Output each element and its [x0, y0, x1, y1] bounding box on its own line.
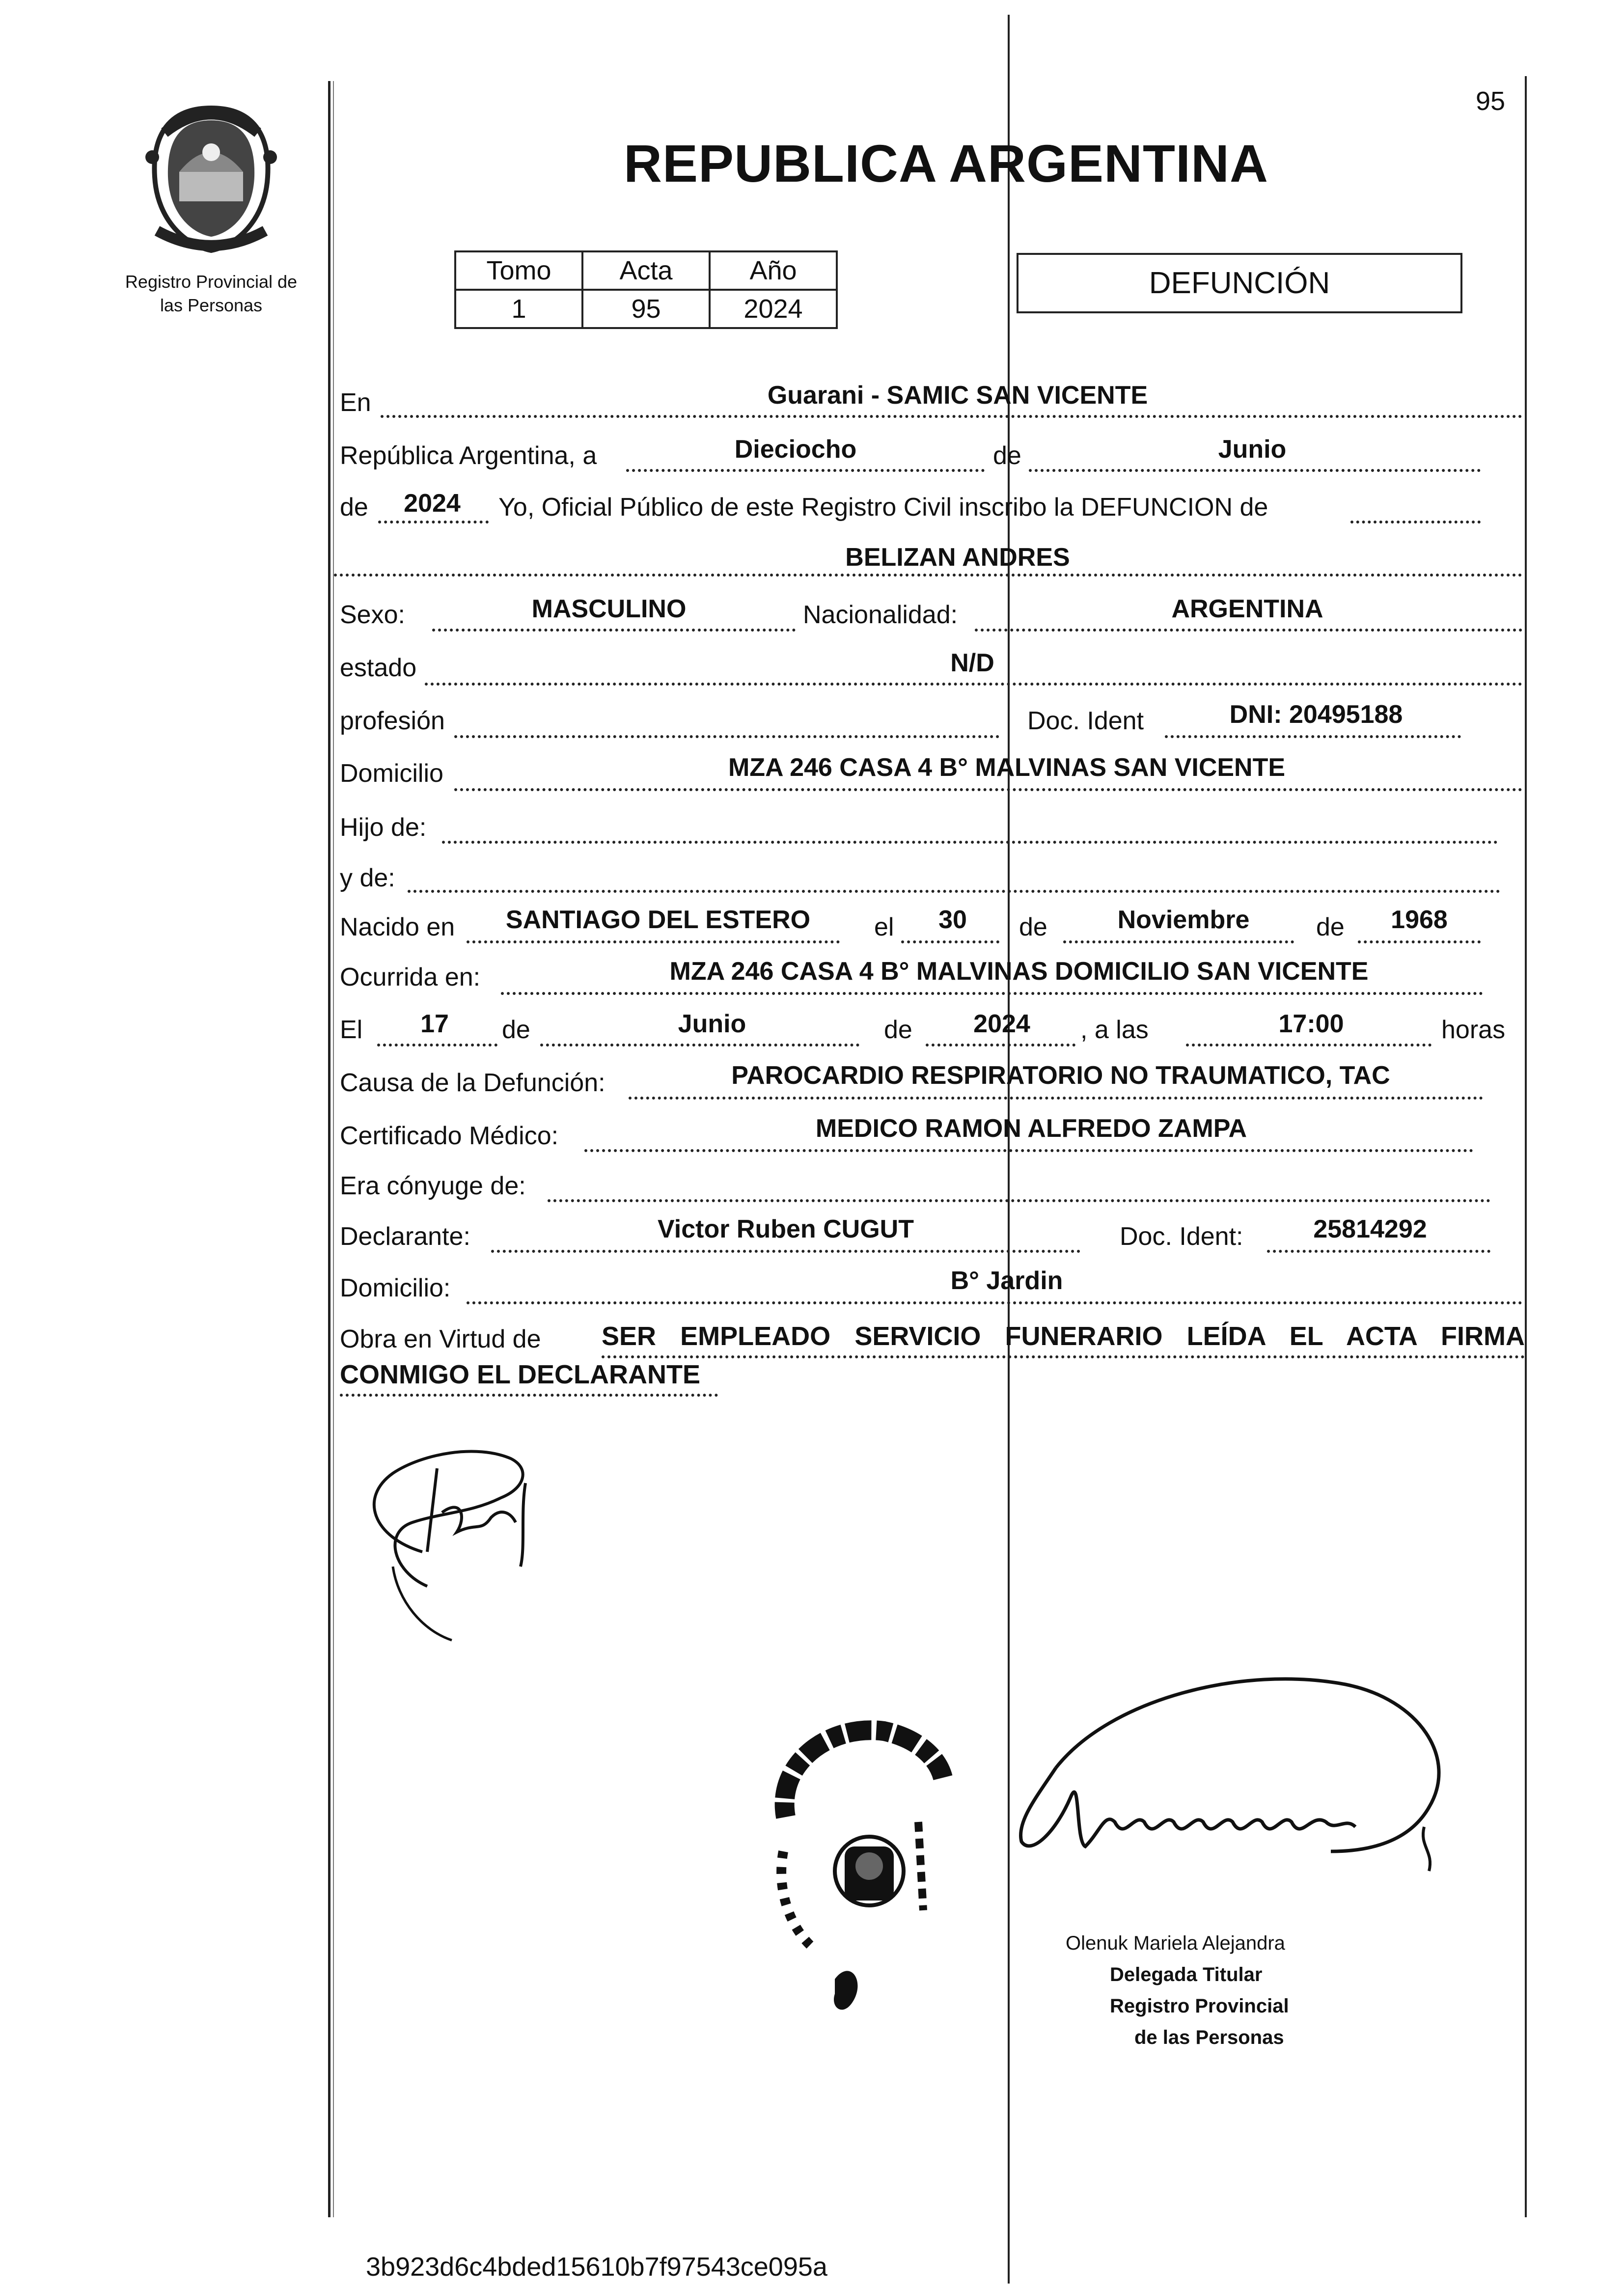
yde-label: y de: [340, 864, 395, 892]
hora-dots [1186, 1044, 1431, 1047]
def-dia-dots [377, 1044, 497, 1047]
registry-name [106, 270, 317, 317]
document-hash: 3b923d6c4bded15610b7f97543ce095a [366, 2252, 827, 2282]
dia-value: Dieciocho [734, 435, 857, 464]
causa-label: Causa de la Defunción: [340, 1069, 606, 1097]
record-type-box: DEFUNCIÓN [1017, 253, 1462, 313]
nac-mes-dots [1063, 940, 1294, 943]
right-margin-line [1525, 76, 1527, 2217]
certificado-value: MEDICO RAMON ALFREDO ZAMPA [815, 1114, 1247, 1143]
nac-de1-label: de [1019, 913, 1047, 941]
yde-dots [408, 890, 1500, 893]
registry-line-2: las Personas [160, 295, 263, 315]
sexo-label: Sexo: [340, 601, 405, 629]
obra-value-line-1: SER EMPLEADO SERVICIO FUNERARIO LEÍDA EL ACTA FIRMA [602, 1322, 1525, 1351]
anio-dots [378, 521, 489, 523]
document-title: REPUBLICA ARGENTINA [624, 134, 1268, 193]
declarante-value: Victor Ruben CUGUT [658, 1215, 914, 1243]
obra-dots-1 [602, 1355, 1525, 1358]
declarante-dots [491, 1250, 1080, 1253]
nac-dia-value: 30 [938, 906, 967, 934]
en-dots [381, 415, 1522, 418]
def-mes-dots [540, 1044, 859, 1047]
official-signature [987, 1635, 1454, 1955]
de2-label: de [340, 493, 368, 522]
acta-table-cell: 2024 [710, 290, 837, 328]
def-de1-label: de [502, 1016, 530, 1044]
decl-doc-value: 25814292 [1313, 1215, 1427, 1243]
decl-domicilio-value: B° Jardin [950, 1267, 1063, 1295]
certificado-label: Certificado Médico: [340, 1122, 559, 1150]
estado-value: N/D [950, 649, 994, 677]
acta-table-cell: 95 [582, 290, 710, 328]
official-stamp [756, 1704, 977, 2023]
obra-dots-2 [340, 1394, 718, 1397]
causa-value: PAROCARDIO RESPIRATORIO NO TRAUMATICO, TAC [731, 1061, 1390, 1090]
decl-domicilio-label: Domicilio: [340, 1274, 451, 1302]
acta-table-cell: 1 [455, 290, 582, 328]
official-name: Olenuk Mariela Alejandra [1066, 1932, 1285, 1954]
nacionalidad-value: ARGENTINA [1171, 595, 1323, 623]
def-anio-value: 2024 [973, 1010, 1030, 1038]
domicilio-label: Domicilio [340, 759, 443, 788]
def-mes-value: Junio [678, 1010, 746, 1038]
nac-anio-dots [1358, 940, 1481, 943]
page-number: 95 [1476, 86, 1506, 116]
republica-label: República Argentina, a [340, 441, 597, 470]
mes-value: Junio [1218, 435, 1287, 464]
acta-table-header: Acta [582, 251, 710, 290]
nacido-dots [467, 940, 840, 943]
nombre-dots [334, 574, 1522, 577]
acta-table-header: Tomo [455, 251, 582, 290]
nacido-value: SANTIAGO DEL ESTERO [505, 906, 811, 934]
en-value: Guarani - SAMIC SAN VICENTE [767, 381, 1148, 410]
nac-mes-value: Noviembre [1117, 906, 1250, 934]
hijo-dots [442, 841, 1498, 844]
obra-value-line-2: CONMIGO EL DECLARANTE [340, 1360, 701, 1389]
sexo-dots [432, 629, 796, 632]
left-margin-line [328, 81, 330, 2217]
oficial-dots [1350, 521, 1481, 523]
estado-dots [425, 683, 1522, 686]
dia-dots [626, 469, 985, 472]
docident-label: Doc. Ident [1027, 707, 1144, 735]
def-de2-label: de [884, 1016, 912, 1044]
def-anio-dots [926, 1044, 1075, 1047]
el-label: el [874, 913, 894, 941]
registry-line-1: Registro Provincial de [125, 272, 298, 292]
horas-label: horas [1441, 1016, 1506, 1044]
nac-de2-label: de [1316, 913, 1345, 941]
profesion-dots [454, 735, 999, 738]
hijo-label: Hijo de: [340, 813, 427, 842]
declarant-signature [363, 1439, 550, 1665]
nac-dia-dots [901, 940, 999, 943]
domicilio-value: MZA 246 CASA 4 B° MALVINAS SAN VICENTE [728, 753, 1286, 782]
official-signature-block [1066, 1928, 1409, 2053]
nacido-label: Nacido en [340, 913, 455, 941]
official-registry: Registro Provincial [1110, 1995, 1289, 2017]
domicilio-dots [454, 788, 1522, 791]
coat-of-arms-seal [138, 98, 285, 260]
causa-dots [629, 1097, 1483, 1100]
acta-table-header: Año [710, 251, 837, 290]
ocurrida-value: MZA 246 CASA 4 B° MALVINAS DOMICILIO SAN VICENTE [669, 957, 1369, 986]
def-dia-value: 17 [420, 1010, 449, 1038]
official-role: Delegada Titular [1110, 1964, 1263, 1985]
docident-value: DNI: 20495188 [1229, 700, 1403, 729]
mes-dots [1029, 469, 1481, 472]
declarante-label: Declarante: [340, 1222, 470, 1251]
nac-anio-value: 1968 [1391, 906, 1448, 934]
acta-table [454, 250, 838, 329]
oficial-text: Yo, Oficial Público de este Registro Civil inscribo la DEFUNCION de [498, 493, 1268, 522]
docident-dots [1165, 735, 1461, 738]
conyuge-label: Era cónyuge de: [340, 1172, 526, 1200]
ocurrida-dots [501, 992, 1483, 995]
estado-label: estado [340, 654, 417, 682]
certificado-dots [584, 1149, 1473, 1152]
decl-doc-label: Doc. Ident: [1120, 1222, 1243, 1251]
hora-value: 17:00 [1278, 1010, 1344, 1038]
deceased-name: BELIZAN ANDRES [845, 543, 1070, 572]
sexo-value: MASCULINO [531, 595, 687, 623]
decl-doc-dots [1267, 1250, 1490, 1253]
profesion-label: profesión [340, 707, 445, 735]
obra-label: Obra en Virtud de [340, 1325, 541, 1353]
left-margin-line-inner [333, 81, 334, 2217]
nacionalidad-label: Nacionalidad: [803, 601, 958, 629]
anio-value: 2024 [404, 489, 461, 518]
conyuge-dots [548, 1199, 1490, 1202]
ocurrida-label: Ocurrida en: [340, 963, 481, 992]
de1-label: de [993, 441, 1021, 470]
nacionalidad-dots [975, 629, 1522, 632]
alas-label: , a las [1080, 1016, 1149, 1044]
en-label: En [340, 388, 371, 417]
official-registry-2: de las Personas [1134, 2027, 1284, 2048]
decl-domicilio-dots [467, 1301, 1522, 1304]
el2-label: El [340, 1016, 363, 1044]
